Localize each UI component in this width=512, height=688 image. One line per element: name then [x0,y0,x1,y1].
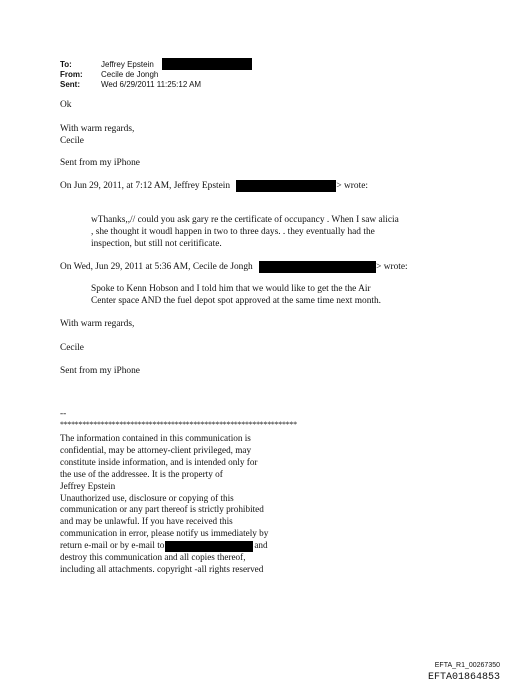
quote1-line-3: inspection, but still not ceritificate. [91,239,222,249]
sent-value: Wed 6/29/2011 11:25:12 AM [101,80,202,89]
signature-dashes: -- [60,409,67,419]
disclaimer-line: Jeffrey Epstein [60,480,116,491]
quote2-line-2: Center space AND the fuel depot spot approved at the same time next month. [91,296,382,306]
disclaimer [60,433,268,576]
to-value: Jeffrey Epstein [101,60,154,69]
quote1-line-2: , she thought it woudl happen in two to three days. . they eventually had the [91,227,375,237]
disclaimer-line: the use of the addressee. It is the property of [60,468,223,479]
body-regards-1: With warm regards, [60,124,135,134]
bates-number-1: EFTA_R1_00267350 [434,662,500,669]
disclaimer-line: including all attachments. copyright -all rights reserved [60,563,264,574]
disclaimer-line: destroy this communication and all copies thereof, [60,552,246,563]
from-label: From: [60,70,83,79]
disclaimer-line: The information contained in this communication is [60,433,251,443]
body-regards-2: With warm regards, [60,319,135,329]
quote2-wrote: > wrote: [376,262,408,273]
disclaimer-line: Unauthorized use, disclosure or copying of this [60,492,234,503]
disclaimer-line: communication in error, please notify us immediately by [60,528,269,539]
redaction-quote2-email [259,261,376,273]
quote1-intro-text: On Jun 29, 2011, at 7:12 AM, Jeffrey Epstein [60,181,231,192]
body-sent-from-2: Sent from my iPhone [60,366,140,376]
quote1-wrote: > wrote: [336,181,368,192]
quote2-intro [60,261,408,273]
disclaimer-email-suffix: and [254,540,268,551]
from-value: Cecile de Jongh [101,70,159,79]
disclaimer-line: confidential, may be attorney-client privileged, may [60,444,252,455]
body-name-1: Cecile [60,136,84,146]
to-label: To: [60,60,72,69]
quote2-line-1: Spoke to Kenn Hobson and I told him that we would like to get the the Air [91,284,371,294]
bates-number-2: EFTA01864853 [427,672,500,683]
signature-stars: **************************************************************** [60,420,297,429]
sent-label: Sent: [60,80,80,89]
body-name-2: Cecile [60,343,84,353]
disclaimer-line: and may be unlawful. If you have received this [60,516,233,527]
body-sent-from-1: Sent from my iPhone [60,158,140,168]
body-ok: Ok [60,100,72,110]
redaction-quote1-email [236,180,336,192]
quote1-line-1: wThanks,,// could you ask gary re the certificate of occupancy . When I saw alicia [91,215,399,225]
disclaimer-email-line [60,540,268,552]
redaction-disclaimer-email [165,541,253,552]
quote2-intro-text: On Wed, Jun 29, 2011 at 5:36 AM, Cecile de Jongh [60,262,253,273]
quote1-intro [60,180,368,192]
disclaimer-line: communication or any part thereof is strictly prohibited [60,504,264,515]
disclaimer-line: constitute inside information, and is intended only for [60,456,258,467]
redaction-to-email [162,58,252,70]
disclaimer-email-prefix: return e-mail or by e-mail to [60,540,165,551]
